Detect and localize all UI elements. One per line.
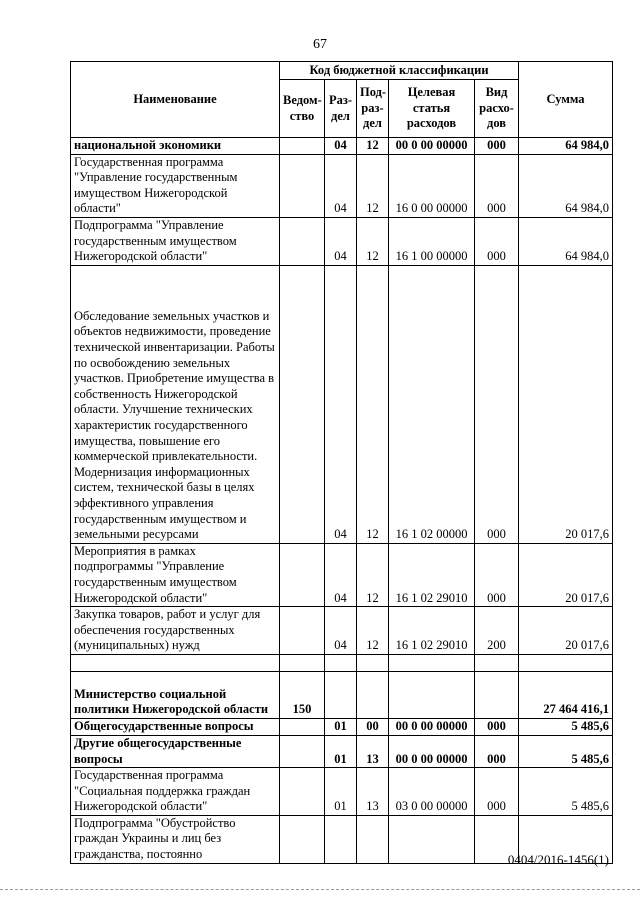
budget-table bbox=[70, 61, 613, 864]
row-sum: 5 485,6 bbox=[519, 735, 613, 767]
row-department: 150 bbox=[280, 671, 325, 718]
row-section bbox=[325, 815, 357, 863]
row-section bbox=[325, 654, 357, 671]
table-row bbox=[71, 671, 613, 718]
row-target-article: 16 1 00 00000 bbox=[389, 217, 475, 265]
table-row bbox=[71, 154, 613, 217]
table-row bbox=[71, 718, 613, 735]
table-row bbox=[71, 607, 613, 655]
row-name: Мероприятия в рамках подпрограммы "Управление государственным имуществом Нижегородской области" bbox=[71, 543, 280, 606]
row-section: 04 bbox=[325, 154, 357, 217]
row-expense-type: 000 bbox=[475, 138, 519, 155]
row-name: Государственная программа "Управление государственным имуществом Нижегородской области" bbox=[71, 154, 280, 217]
row-name: Другие общегосударственные вопросы bbox=[71, 735, 280, 767]
row-section: 04 bbox=[325, 543, 357, 606]
row-subsection bbox=[357, 654, 389, 671]
row-department bbox=[280, 654, 325, 671]
row-subsection: 00 bbox=[357, 718, 389, 735]
row-expense-type: 200 bbox=[475, 607, 519, 655]
header-classification-group: Код бюджетной классификации bbox=[280, 62, 519, 80]
page-number: 67 bbox=[313, 37, 327, 52]
row-expense-type bbox=[475, 671, 519, 718]
row-name: Подпрограмма "Обустройство граждан Украины и лиц без гражданства, постоянно bbox=[71, 815, 280, 863]
row-section: 04 bbox=[325, 265, 357, 543]
header-subsection: Под- раз- дел bbox=[357, 80, 389, 138]
row-subsection bbox=[357, 671, 389, 718]
row-section bbox=[325, 671, 357, 718]
row-name: национальной экономики bbox=[71, 138, 280, 155]
row-name: Общегосударственные вопросы bbox=[71, 718, 280, 735]
row-name: Министерство социальной политики Нижегородской области bbox=[71, 671, 280, 718]
row-department bbox=[280, 265, 325, 543]
row-section: 04 bbox=[325, 607, 357, 655]
row-target-article: 16 1 02 00000 bbox=[389, 265, 475, 543]
row-subsection: 12 bbox=[357, 154, 389, 217]
table-row bbox=[71, 265, 613, 543]
row-expense-type: 000 bbox=[475, 265, 519, 543]
row-subsection bbox=[357, 815, 389, 863]
row-sum bbox=[519, 654, 613, 671]
row-target-article bbox=[389, 654, 475, 671]
row-target-article: 00 0 00 00000 bbox=[389, 735, 475, 767]
row-target-article bbox=[389, 671, 475, 718]
row-expense-type: 000 bbox=[475, 543, 519, 606]
header-target-article: Целевая статья расходов bbox=[389, 80, 475, 138]
table-row bbox=[71, 768, 613, 816]
row-section: 04 bbox=[325, 138, 357, 155]
row-subsection: 13 bbox=[357, 735, 389, 767]
row-name: Закупка товаров, работ и услуг для обеспечения государственных (муниципальных) нужд bbox=[71, 607, 280, 655]
row-department bbox=[280, 768, 325, 816]
row-sum: 5 485,6 bbox=[519, 718, 613, 735]
row-expense-type bbox=[475, 654, 519, 671]
row-department bbox=[280, 735, 325, 767]
row-sum: 27 464 416,1 bbox=[519, 671, 613, 718]
row-department bbox=[280, 217, 325, 265]
header-name: Наименование bbox=[71, 62, 280, 138]
row-target-article: 16 1 02 29010 bbox=[389, 543, 475, 606]
row-expense-type: 000 bbox=[475, 154, 519, 217]
table-row bbox=[71, 217, 613, 265]
row-name: Подпрограмма "Управление государственным имуществом Нижегородской области" bbox=[71, 217, 280, 265]
row-expense-type: 000 bbox=[475, 718, 519, 735]
row-department bbox=[280, 718, 325, 735]
row-sum: 64 984,0 bbox=[519, 217, 613, 265]
row-section: 01 bbox=[325, 718, 357, 735]
row-subsection: 13 bbox=[357, 768, 389, 816]
row-department bbox=[280, 815, 325, 863]
row-target-article: 16 1 02 29010 bbox=[389, 607, 475, 655]
header-sum: Сумма bbox=[519, 62, 613, 138]
row-subsection: 12 bbox=[357, 607, 389, 655]
row-subsection: 12 bbox=[357, 138, 389, 155]
row-subsection: 12 bbox=[357, 217, 389, 265]
row-sum: 5 485,6 bbox=[519, 768, 613, 816]
row-section: 04 bbox=[325, 217, 357, 265]
row-target-article: 03 0 00 00000 bbox=[389, 768, 475, 816]
row-department bbox=[280, 543, 325, 606]
page-edge-divider bbox=[0, 889, 640, 891]
row-expense-type: 000 bbox=[475, 768, 519, 816]
row-target-article: 00 0 00 00000 bbox=[389, 138, 475, 155]
table-row bbox=[71, 138, 613, 155]
row-sum: 20 017,6 bbox=[519, 607, 613, 655]
row-sum: 20 017,6 bbox=[519, 543, 613, 606]
header-section: Раз- дел bbox=[325, 80, 357, 138]
header-expense-type: Вид расхо- дов bbox=[475, 80, 519, 138]
table-row bbox=[71, 654, 613, 671]
row-sum: 20 017,6 bbox=[519, 265, 613, 543]
row-expense-type: 000 bbox=[475, 217, 519, 265]
document-code: 0404/2016-1456(1) bbox=[507, 852, 609, 867]
row-expense-type: 000 bbox=[475, 735, 519, 767]
row-target-article: 16 0 00 00000 bbox=[389, 154, 475, 217]
row-department bbox=[280, 607, 325, 655]
row-department bbox=[280, 154, 325, 217]
row-section: 01 bbox=[325, 735, 357, 767]
table-row bbox=[71, 735, 613, 767]
row-sum: 64 984,0 bbox=[519, 154, 613, 217]
row-name: Обследование земельных участков и объектов недвижимости, проведение технической инвентаризации. Работы по освобождению земельных участков. Приобретение имущества в собственность Нижегородской области. Улучшение технических характеристик государственного имущества, повышение его коммерческой привлекательности. Модернизация информационных систем, технической базы в целях эффективного управления государственным имуществом и земельными ресурсами bbox=[71, 265, 280, 543]
row-sum: 64 984,0 bbox=[519, 138, 613, 155]
row-subsection: 12 bbox=[357, 265, 389, 543]
row-target-article bbox=[389, 815, 475, 863]
row-target-article: 00 0 00 00000 bbox=[389, 718, 475, 735]
header-department: Ведом- ство bbox=[280, 80, 325, 138]
row-name bbox=[71, 654, 280, 671]
row-name: Государственная программа "Социальная поддержка граждан Нижегородской области" bbox=[71, 768, 280, 816]
row-subsection: 12 bbox=[357, 543, 389, 606]
table-row bbox=[71, 543, 613, 606]
row-section: 01 bbox=[325, 768, 357, 816]
row-department bbox=[280, 138, 325, 155]
